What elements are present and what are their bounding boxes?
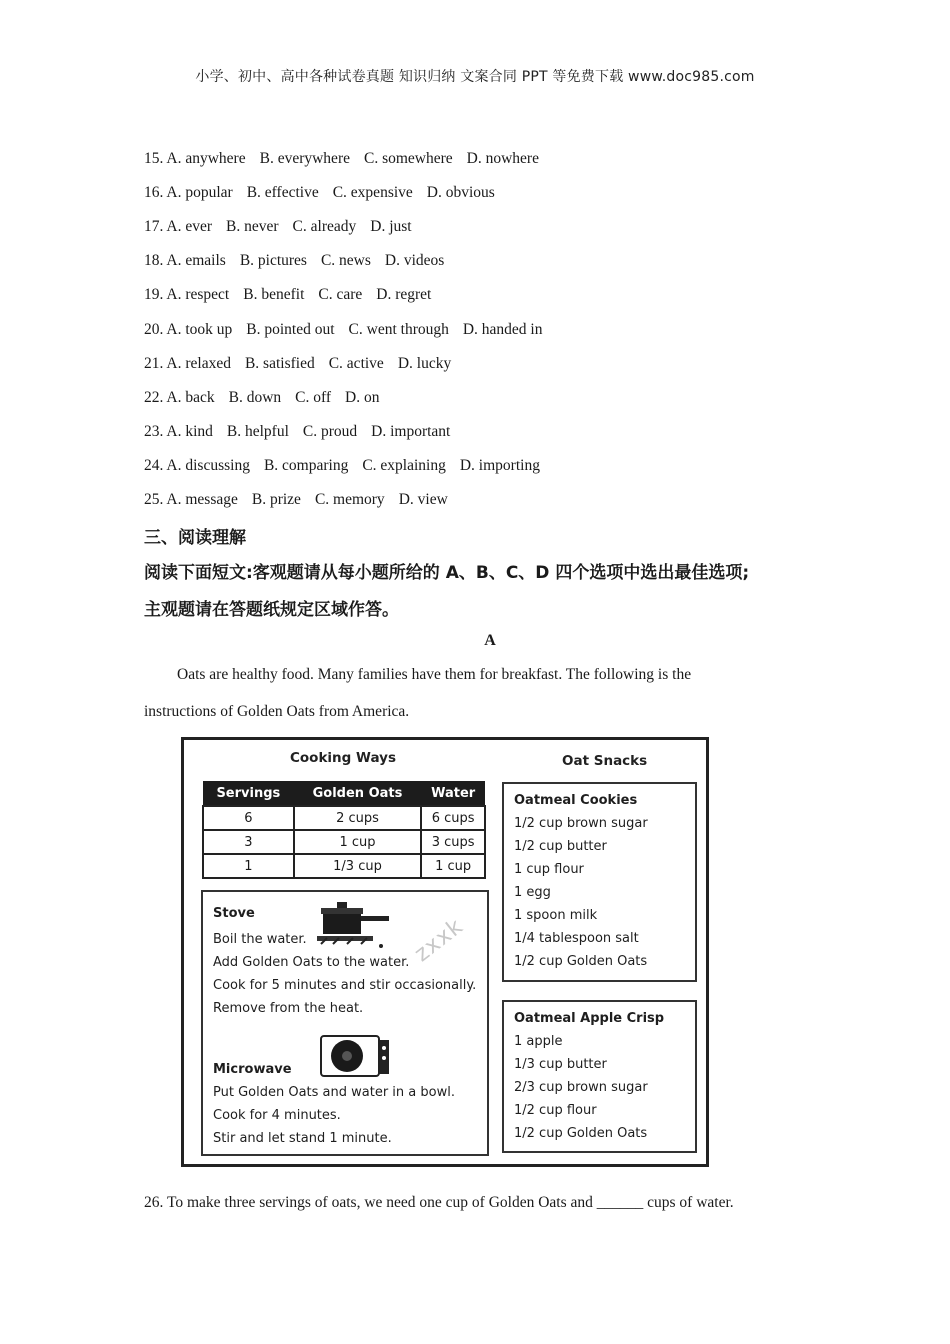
ingredient: 1 cup flour [514,862,584,877]
question-17: 17. A. ever B. never C. already D. just [144,218,412,235]
table-row [203,830,485,854]
ingredient: 1/2 cup Golden Oats [514,954,648,969]
question-23: 23. A. kind B. helpful C. proud D. important [144,423,451,440]
ingredient: 1/2 cup butter [514,839,607,854]
microwave-title: Microwave [213,1062,292,1077]
oat-snacks-heading: Oat Snacks [562,753,648,769]
instruction-line-1: 阅读下面短文:客观题请从每小题所给的 A、B、C、D 四个选项中选出最佳选项; [144,563,750,583]
table-row [203,806,485,830]
table-cell: 3 [203,830,294,854]
stove-step: Boil the water. [213,932,307,947]
stove-pot-icon [317,900,395,950]
apple-crisp-box [502,1000,697,1153]
question-26: 26. To make three servings of oats, we need one cup of Golden Oats and ______ cups of water. [144,1194,734,1211]
oats-instructions-figure [181,737,709,1167]
question-22: 22. A. back B. down C. off D. on [144,389,380,406]
ingredient: 1/2 cup Golden Oats [514,1126,648,1141]
cooking-ways-heading: Cooking Ways [290,750,396,766]
ingredient: 1/3 cup butter [514,1057,607,1072]
ingredient: 1/2 cup brown sugar [514,816,648,831]
microwave-step: Put Golden Oats and water in a bowl. [213,1085,455,1100]
table-cell: 1/3 cup [294,854,422,878]
watermark: zxxk [410,913,469,968]
crisp-title: Oatmeal Apple Crisp [514,1011,665,1026]
passage-line-1: Oats are healthy food. Many families have them for breakfast. The following is the [177,666,692,683]
table-cell: 1 [203,854,294,878]
cookies-title: Oatmeal Cookies [514,793,638,808]
table-cell: 1 cup [294,830,422,854]
servings-table [202,781,486,879]
oatmeal-cookies-box [502,782,697,982]
column-header: Golden Oats [294,781,422,806]
section-title: 三、阅读理解 [144,528,246,548]
table-header-row [203,781,485,806]
instruction-line-2: 主观题请在答题纸规定区域作答。 [144,600,399,620]
question-18: 18. A. emails B. pictures C. news D. videos [144,252,445,269]
ingredient: 1 spoon milk [514,908,598,923]
ingredient: 1/4 tablespoon salt [514,931,639,946]
microwave-step: Stir and let stand 1 minute. [213,1131,392,1146]
column-header: Water [421,781,485,806]
ingredient: 1/2 cup flour [514,1103,597,1118]
question-15: 15. A. anywhere B. everywhere C. somewhere D. nowhere [144,150,539,167]
stove-step: Add Golden Oats to the water. [213,955,410,970]
question-24: 24. A. discussing B. comparing C. explaining D. importing [144,457,540,474]
table-cell: 1 cup [421,854,485,878]
table-cell: 6 [203,806,294,830]
microwave-step: Cook for 4 minutes. [213,1108,341,1123]
ingredient: 2/3 cup brown sugar [514,1080,648,1095]
page-header: 小学、初中、高中各种试卷真题 知识归纳 文案合同 PPT 等免费下载 www.doc985.com [195,69,755,85]
ingredient: 1 egg [514,885,551,900]
stove-step: Cook for 5 minutes and stir occasionally. [213,978,477,993]
column-header: Servings [203,781,294,806]
microwave-icon [319,1034,391,1080]
table-cell: 2 cups [294,806,422,830]
ingredient: 1 apple [514,1034,563,1049]
stove-title: Stove [213,906,255,921]
passage-line-2: instructions of Golden Oats from America. [144,703,410,720]
stove-step: Remove from the heat. [213,1001,364,1016]
table-cell: 6 cups [421,806,485,830]
question-20: 20. A. took up B. pointed out C. went through D. handed in [144,321,543,338]
question-25: 25. A. message B. prize C. memory D. view [144,491,448,508]
question-16: 16. A. popular B. effective C. expensive D. obvious [144,184,495,201]
question-21: 21. A. relaxed B. satisfied C. active D. lucky [144,355,452,372]
table-row [203,854,485,878]
passage-title: A [484,632,496,649]
table-cell: 3 cups [421,830,485,854]
question-19: 19. A. respect B. benefit C. care D. regret [144,286,432,303]
